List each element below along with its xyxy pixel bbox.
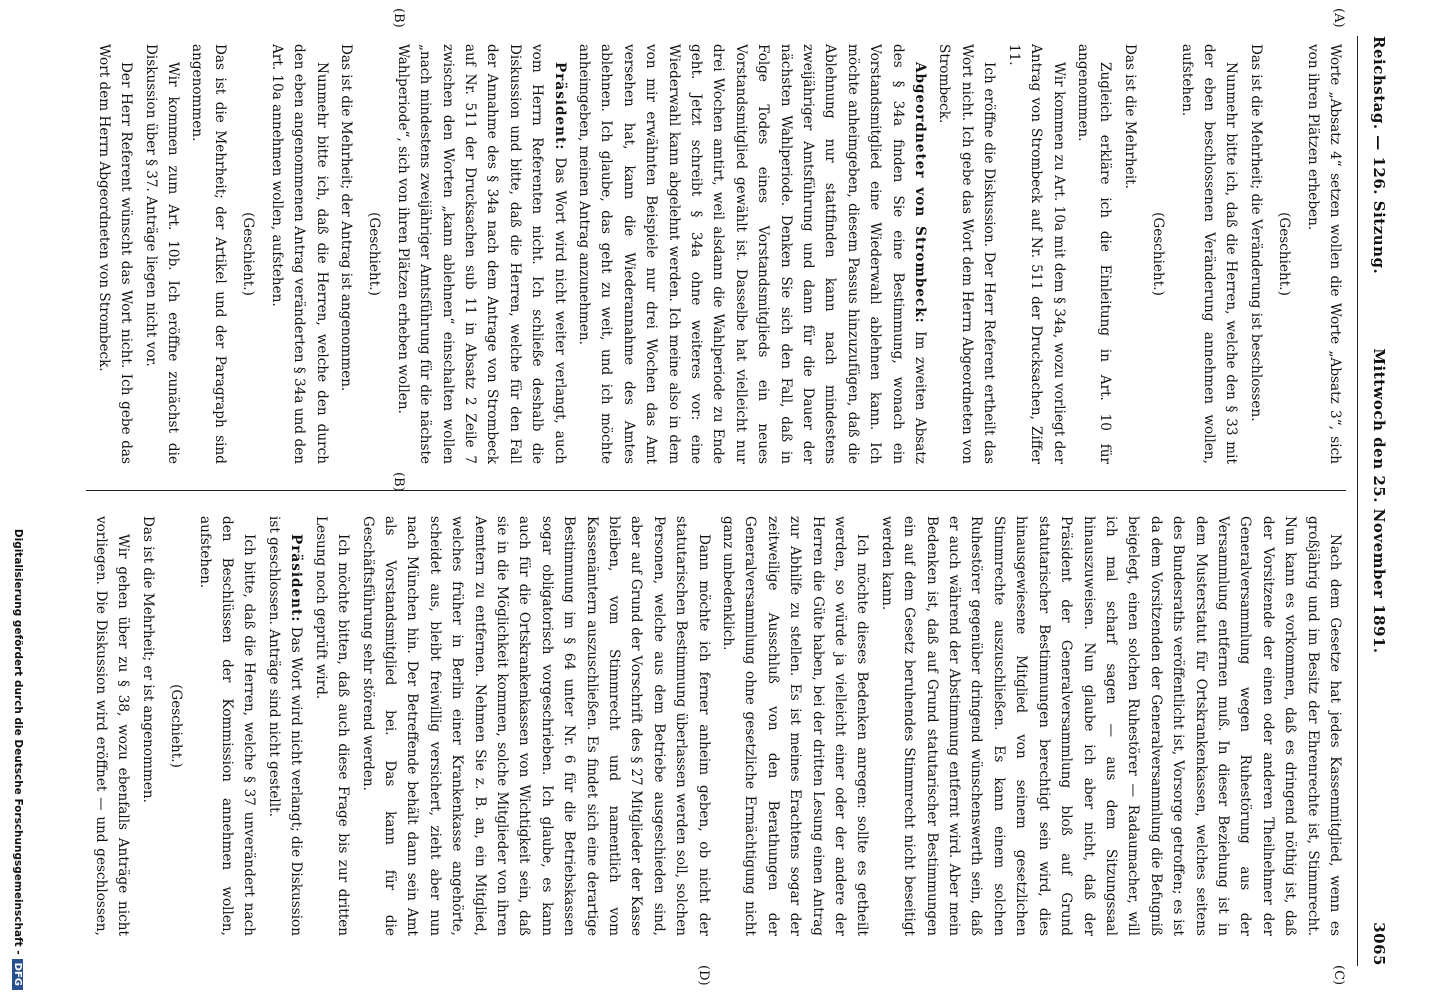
speaker-name: Präsident:: [551, 62, 568, 151]
header-session: Reichstag. — 126. Sitzung.: [1370, 36, 1388, 275]
paragraph: [265, 44, 332, 464]
paragraph-text: (Geschieht.): [240, 212, 257, 296]
margin-marker-a: (A): [1331, 8, 1346, 28]
paragraph-text: Wir kommen zum Art. 10b. Ich eröffne zunächst die Diskussion über § 37. Anträge liegen nicht vor.: [142, 44, 182, 464]
paragraph: [363, 44, 385, 464]
paragraph-text: Das ist die Mehrheit; die Veränderung ist beschlossen.: [1247, 44, 1264, 422]
paragraph: [933, 44, 1000, 464]
paragraph-text: Das Wort wird nicht weiter verlangt, auch vom Herrn Referenten nicht. Ich schließe deshalb die Diskussion und bitte, daß die Herren, welche für den Fall der Annahme des § 34a nach dem Antrage von Strombeck auf Nr. 511 der Drucksachen sub 11 in Absatz 2 Zeile 7 zwischen den Worten „kann ablehnen“ einschalten wollen „nach mindestens zweijähriger Amtsführung für die nächste Wahlperiode“, sich von ihren Plätzen erheben wollen.: [394, 44, 568, 464]
paragraph: [136, 516, 158, 936]
page-header: [1362, 36, 1388, 966]
paragraph: [1244, 44, 1266, 464]
paragraph-text: (Geschieht.): [1150, 212, 1167, 296]
margin-marker-d: (D): [696, 965, 711, 986]
paragraph-text: Worte „Absatz 4“ setzen wollen die Worte „Absatz 3“, sich von ihren Plätzen erheben.: [1304, 44, 1343, 464]
paragraph: [86, 516, 134, 936]
paragraph: [1147, 44, 1169, 464]
paragraph-text: Das ist die Mehrheit; der Artikel und der Paragraph sind angenommen.: [189, 44, 228, 464]
paragraph-text: Der Herr Referent wünscht das Wort nicht. Ich gebe das Wort dem Herrn Abgeordneten von Strombeck.: [95, 44, 135, 464]
paragraph-text: (Geschieht.): [1276, 212, 1293, 296]
paragraph: [1175, 44, 1242, 464]
speaker-name: Präsident:: [288, 534, 305, 623]
paragraph: [237, 44, 259, 464]
paragraph: [875, 516, 1346, 936]
margin-marker-c: (C): [1331, 965, 1346, 986]
paragraph-text: Zugleich erkläre ich die Einleitung in Art. 10 für angenommen.: [1074, 44, 1114, 464]
paragraph-text: (Geschieht.): [366, 212, 383, 296]
paragraph-text: Das ist die Mehrheit; er ist angenommen.: [139, 516, 156, 803]
paragraph: [1002, 44, 1069, 464]
credit-text: Digitalisierung gefördert durch die Deutsche Forschungsgemeinschaft -: [12, 528, 24, 955]
paragraph-text: Nach dem Gesetze hat jedes Kassenmitglied, wenn es großjährig und im Besitz der Ehrenrechte ist, Stimmrecht. Nun kann es vorkommen, daß es dringend nöthig ist, daß der Vorsitzende der einen oder anderen Theilnehmer der Generalversammlung wegen Ruhestörung aus der Versammlung entfernen muß. In dieser Beziehung ist in dem Musterstatut für Ortskrankenkassen, welches seitens des Bundesraths veröffentlicht ist, Vorsorge getroffen; es ist da dem Vorsitzenden der Generalversammlung die Befugniß beigelegt, einen solchen Ruhestörer — Radaumacher, will ich mal scharf sagen — aus dem Sitzungssaal hinauszuweisen. Nun glaube ich aber nicht, daß der Präsident der Generalversammlung bloß auf Grund statutarischer Bestimmungen berechtigt sein wird, dies hinausgewiesene Mitglied von seinem gesetzlichen Stimmrechte auszuschließen. Es kann einem solchen Ruhestörer gegenüber dringend wünschenswerth sein, daß er auch während der Abstimmung entfernt wird. Aber mein Bedenken ist, daß auf Grund statutarischer Bestimmungen ein auf dem Gesetz beruhendes Stimmrecht nicht beseitigt werden kann.: [878, 516, 1343, 936]
paragraph-text: Das ist die Mehrheit; der Antrag ist angenommen.: [337, 44, 354, 392]
paragraph: [335, 44, 357, 464]
paragraph: [193, 516, 260, 936]
left-text-column: [86, 44, 1346, 464]
margin-marker-d-inner: (B): [391, 472, 406, 492]
paragraph: [1118, 44, 1140, 464]
paragraph-text: Ich möchte dieses Bedenken anregen: sollte es getheilt werden, so würde ja vielleicht einer oder der andere der Herren die Güte haben, bei der dritten Lesung einen Antrag zur Abhilfe zu stellen. Es ist meines Erachtens sogar der zeitweilige Ausschluß von den Berathungen der Generalversammlung ohne gesetzliche Ermächtigung nicht ganz unbedenklich.: [720, 516, 871, 936]
dfg-logo: DFG: [12, 959, 23, 990]
speaker-name: Abgeordneter von Strombeck:: [912, 62, 929, 324]
paragraph-text: Ich eröffne die Diskussion. Der Herr Referent ertheilt das Wort nicht. Ich gebe das Wort dem Herrn Abgeordneten von Strombeck.: [936, 44, 998, 464]
right-text-column: [86, 516, 1346, 936]
paragraph: [165, 516, 187, 936]
paragraph: [309, 516, 354, 936]
header-rule: [1357, 36, 1358, 966]
paragraph-text: (Geschieht.): [168, 684, 185, 768]
paragraph-text: Nunmehr bitte ich, daß die Herren, welche den § 33 mit der eben beschlossenen Veränderung annehmen wollen, aufstehen.: [1178, 44, 1240, 464]
paragraph: [573, 44, 932, 464]
paragraph-text: Nunmehr bitte ich, daß die Herren, welche den durch den eben angenommenen Antrag veränderten § 34a und den Art. 10a annehmen wollen, aufstehen.: [268, 44, 330, 464]
paragraph: [139, 44, 184, 464]
margin-marker-b: (B): [391, 8, 406, 28]
paragraph: [356, 516, 715, 936]
digitization-credit: [12, 30, 24, 990]
paragraph: [717, 516, 874, 936]
paragraph: [1273, 44, 1295, 464]
paragraph: [391, 44, 570, 464]
paragraph: [263, 516, 308, 936]
paragraph: [1072, 44, 1117, 464]
column-divider: [86, 490, 1346, 491]
paragraph: [86, 44, 90, 464]
paragraph-text: Das ist die Mehrheit.: [1121, 44, 1138, 189]
paragraph-text: Dann möchte ich ferner anheim geben, ob nicht der statutarischen Bestimmung überlassen werden soll, solchen Personen, welche aus dem Betriebe ausgeschieden sind, aber auf Grund der Vorschrift des § 27 Mitglieder der Kasse bleiben, vom Stimmrecht und namentlich vom Kassenämtern auszuschließen. Es findet sich eine derartige Bestimmung im § 64 unter Nr. 6 für die Betriebskassen sogar obligatorisch vorgeschrieben. Ich glaube, es kann auch für die Ortskrankenkassen von Wichtigkeit sein, daß sie in die Möglichkeit kommen, solche Mitglieder von ihren Aemtern zu entfernen. Nehmen Sie z. B. an, ein Mitglied, welches früher in Berlin einer Krankenkasse angehörte, scheidet aus, bleibt freiwillig versichert, zieht aber nun nach München hin. Der Betreffende behält dann sein Amt als Vorstandsmitglied bei. Das kann für die Geschäftsführung sehr störend werden.: [359, 516, 712, 936]
header-date: Mittwoch den 25. November 1891.: [1370, 348, 1388, 654]
paragraph-text: Wir gehen über zu § 38, wozu ebenfalls Anträge nicht vorliegen. Die Diskussion wird eröffnet — und geschlossen,: [93, 516, 132, 936]
paragraph-text: Wir kommen zu Art. 10a mit dem § 34a, wozu vorliegt der Antrag von Strombeck auf Nr. 511 der Drucksachen, Ziffer 11.: [1005, 44, 1067, 464]
paragraph-text: Ich möchte bitten, daß auch diese Frage bis zur dritten Lesung noch geprüft wird.: [312, 516, 352, 936]
page-number: 3065: [1370, 922, 1388, 966]
paragraph: [92, 44, 137, 464]
speaker-name: [86, 62, 87, 322]
paragraph-text: Das Wort wird nicht verlangt; die Diskussion ist geschlossen. Anträge sind nicht gestellt.: [265, 516, 305, 936]
paragraph: [186, 44, 231, 464]
paragraph-text: Im zweiten Absatz des § 34a finden Sie eine Bestimmung, wonach ein Vorstandsmitglied eine Wiederwahl ablehnen kann. Ich möchte anheimgeben, diesem Passus hinzuzufügen, daß die Ablehnung nur stattfinden kann nach mindestens zweijähriger Amtsführung und dann für die Dauer der nächsten Wahlperiode. Denken Sie sich den Fall, daß in Folge Todes eines Vorstandsmitglieds ein neues Vorstandsmitglied gewählt ist. Dasselbe hat vielleicht nur drei Wochen amtirt, weil alsdann die Wahlperiode zu Ende geht. Jetzt schreibt § 34a ohne weiteres vor: eine Wiederwahl kann abgelehnt werden. Ich meine also in dem von mir erwähnten Beispiele nur drei Wochen das Amt versehen hat, kann die Wiederannahme des Amtes ablehnen. Ich glaube, das geht zu weit, und ich möchte anheimgeben, meinen Antrag anzunehmen.: [576, 44, 929, 464]
paragraph: [1301, 44, 1346, 464]
paragraph-text: Ich bitte, daß die Herren, welche § 37 unverändert nach den Beschlüssen der Kommission annehmen wollen, aufstehen.: [196, 516, 258, 936]
